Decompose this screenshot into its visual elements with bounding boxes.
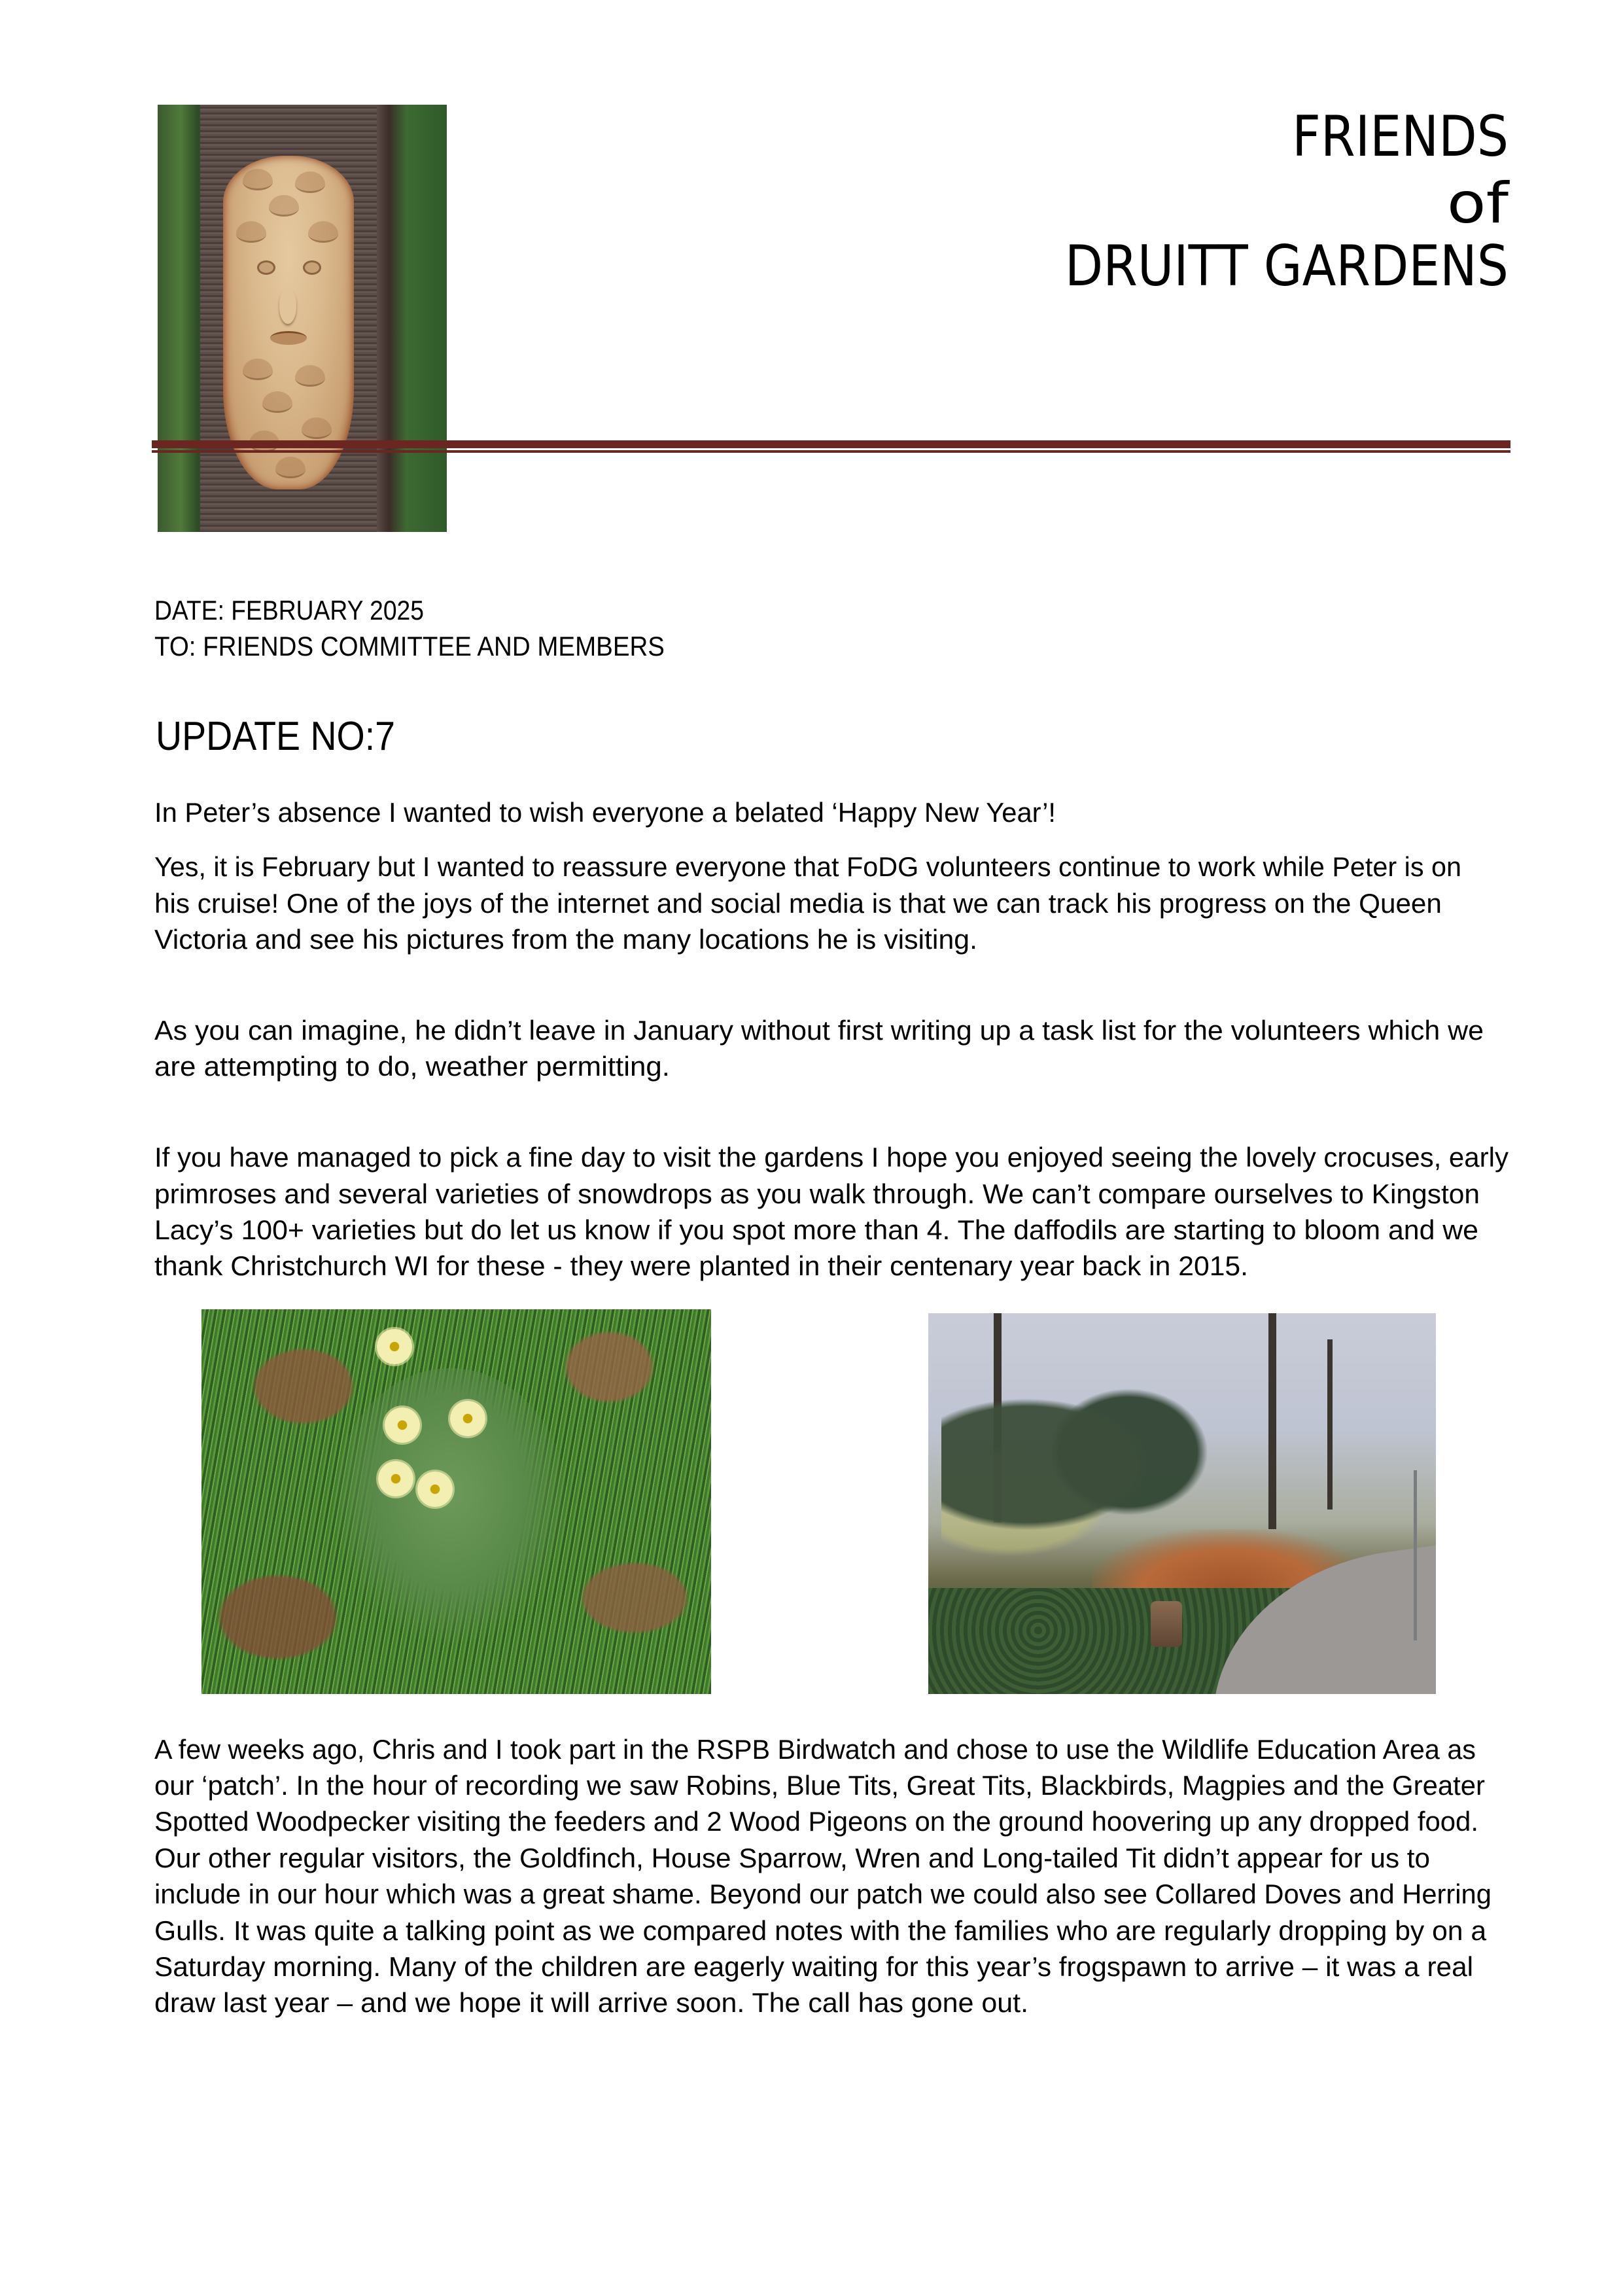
paragraph-line: As you can imagine, he didn’t leave in January without first writing up a task list for the volunteers which we: [154, 1015, 1484, 1046]
paragraph-line: include in our hour which was a great shame. Beyond our patch we could also see Collared Doves and Herring: [154, 1879, 1492, 1909]
primrose-flower: [450, 1401, 485, 1436]
carved-leaf: [275, 457, 305, 478]
paragraph-line: draw last year – and we hope it will arrive soon. The call has gone out.: [154, 1987, 1029, 2018]
carved-leaf: [308, 221, 338, 243]
paragraph-line: Our other regular visitors, the Goldfinch, House Sparrow, Wren and Long-tailed Tit didn’t appear for us to: [154, 1843, 1430, 1873]
carved-leaf: [236, 221, 266, 243]
carved-eye: [257, 260, 275, 275]
primrose-flower: [378, 1461, 413, 1496]
carved-leaf: [243, 359, 273, 380]
header-rule-thin: [152, 450, 1510, 453]
paragraph-line: Yes, it is February but I wanted to reassure everyone that FoDG volunteers continue to work while Peter is on: [154, 851, 1462, 882]
log-stack: [1151, 1601, 1182, 1647]
header-rule-thick: [152, 440, 1510, 448]
paragraph-line: Victoria and see his pictures from the many locations he is visiting.: [154, 924, 977, 955]
carved-leaf: [295, 171, 325, 193]
primrose-flower: [385, 1407, 420, 1443]
recipient-line: TO: FRIENDS COMMITTEE AND MEMBERS: [154, 631, 665, 662]
photo-primroses: [201, 1309, 711, 1694]
update-heading: UPDATE NO:7: [156, 714, 396, 759]
lamp-post: [1414, 1470, 1417, 1640]
paragraph-line: Saturday morning. Many of the children are eagerly waiting for this year’s frogspawn to arrive – it was a real: [154, 1951, 1474, 1982]
primrose-flower: [417, 1472, 453, 1507]
carved-nose: [279, 290, 296, 324]
carved-leaf: [269, 195, 299, 217]
carved-leaf: [295, 365, 325, 387]
paragraph-line: Gulls. It was quite a talking point as we compared notes with the families who are regularly dropping by on a: [154, 1915, 1487, 1946]
paragraph-line: thank Christchurch WI for these - they were planted in their centenary year back in 2015.: [154, 1250, 1249, 1281]
title-line-friends: FRIENDS: [1292, 104, 1509, 169]
carved-mouth: [270, 331, 307, 345]
photo-garden-path: [928, 1313, 1436, 1694]
paragraph-line: primroses and several varieties of snowdrops as you walk through. We can’t compare ourselves to Kingston: [154, 1178, 1480, 1209]
carved-leaf: [302, 417, 332, 439]
green-man-carving: [223, 156, 354, 489]
paragraph-line: In Peter’s absence I wanted to wish everyone a belated ‘Happy New Year’!: [154, 797, 1056, 828]
header-photo-tree-carving: [158, 105, 447, 532]
date-line: DATE: FEBRUARY 2025: [154, 595, 424, 626]
primrose-leaves: [332, 1368, 568, 1643]
paragraph-line: Lacy’s 100+ varieties but do let us know if you spot more than 4. The daffodils are starting to bloom and we: [154, 1214, 1478, 1245]
paragraph-line: Spotted Woodpecker visiting the feeders and 2 Wood Pigeons on the ground hoovering up any dropped food.: [154, 1806, 1478, 1837]
paragraph-line: are attempting to do, weather permitting.: [154, 1051, 671, 1082]
paragraph-line: his cruise! One of the joys of the internet and social media is that we can track his progress on the Queen: [154, 888, 1442, 919]
carved-eye: [303, 260, 321, 275]
tree-trunk: [1327, 1339, 1333, 1510]
carved-leaf: [262, 391, 292, 413]
primrose-flower: [377, 1329, 412, 1364]
title-line-druitt-gardens: DRUITT GARDENS: [1065, 234, 1509, 299]
paragraph-line: our ‘patch’. In the hour of recording we saw Robins, Blue Tits, Great Tits, Blackbirds, Magpies and the Greater: [154, 1770, 1486, 1801]
carved-leaf: [243, 169, 273, 190]
paragraph-line: If you have managed to pick a fine day to visit the gardens I hope you enjoyed seeing the lovely crocuses, early: [154, 1142, 1509, 1173]
title-line-of: of: [1447, 171, 1509, 236]
paragraph-line: A few weeks ago, Chris and I took part in the RSPB Birdwatch and chose to use the Wildlife Education Area as: [154, 1734, 1476, 1765]
